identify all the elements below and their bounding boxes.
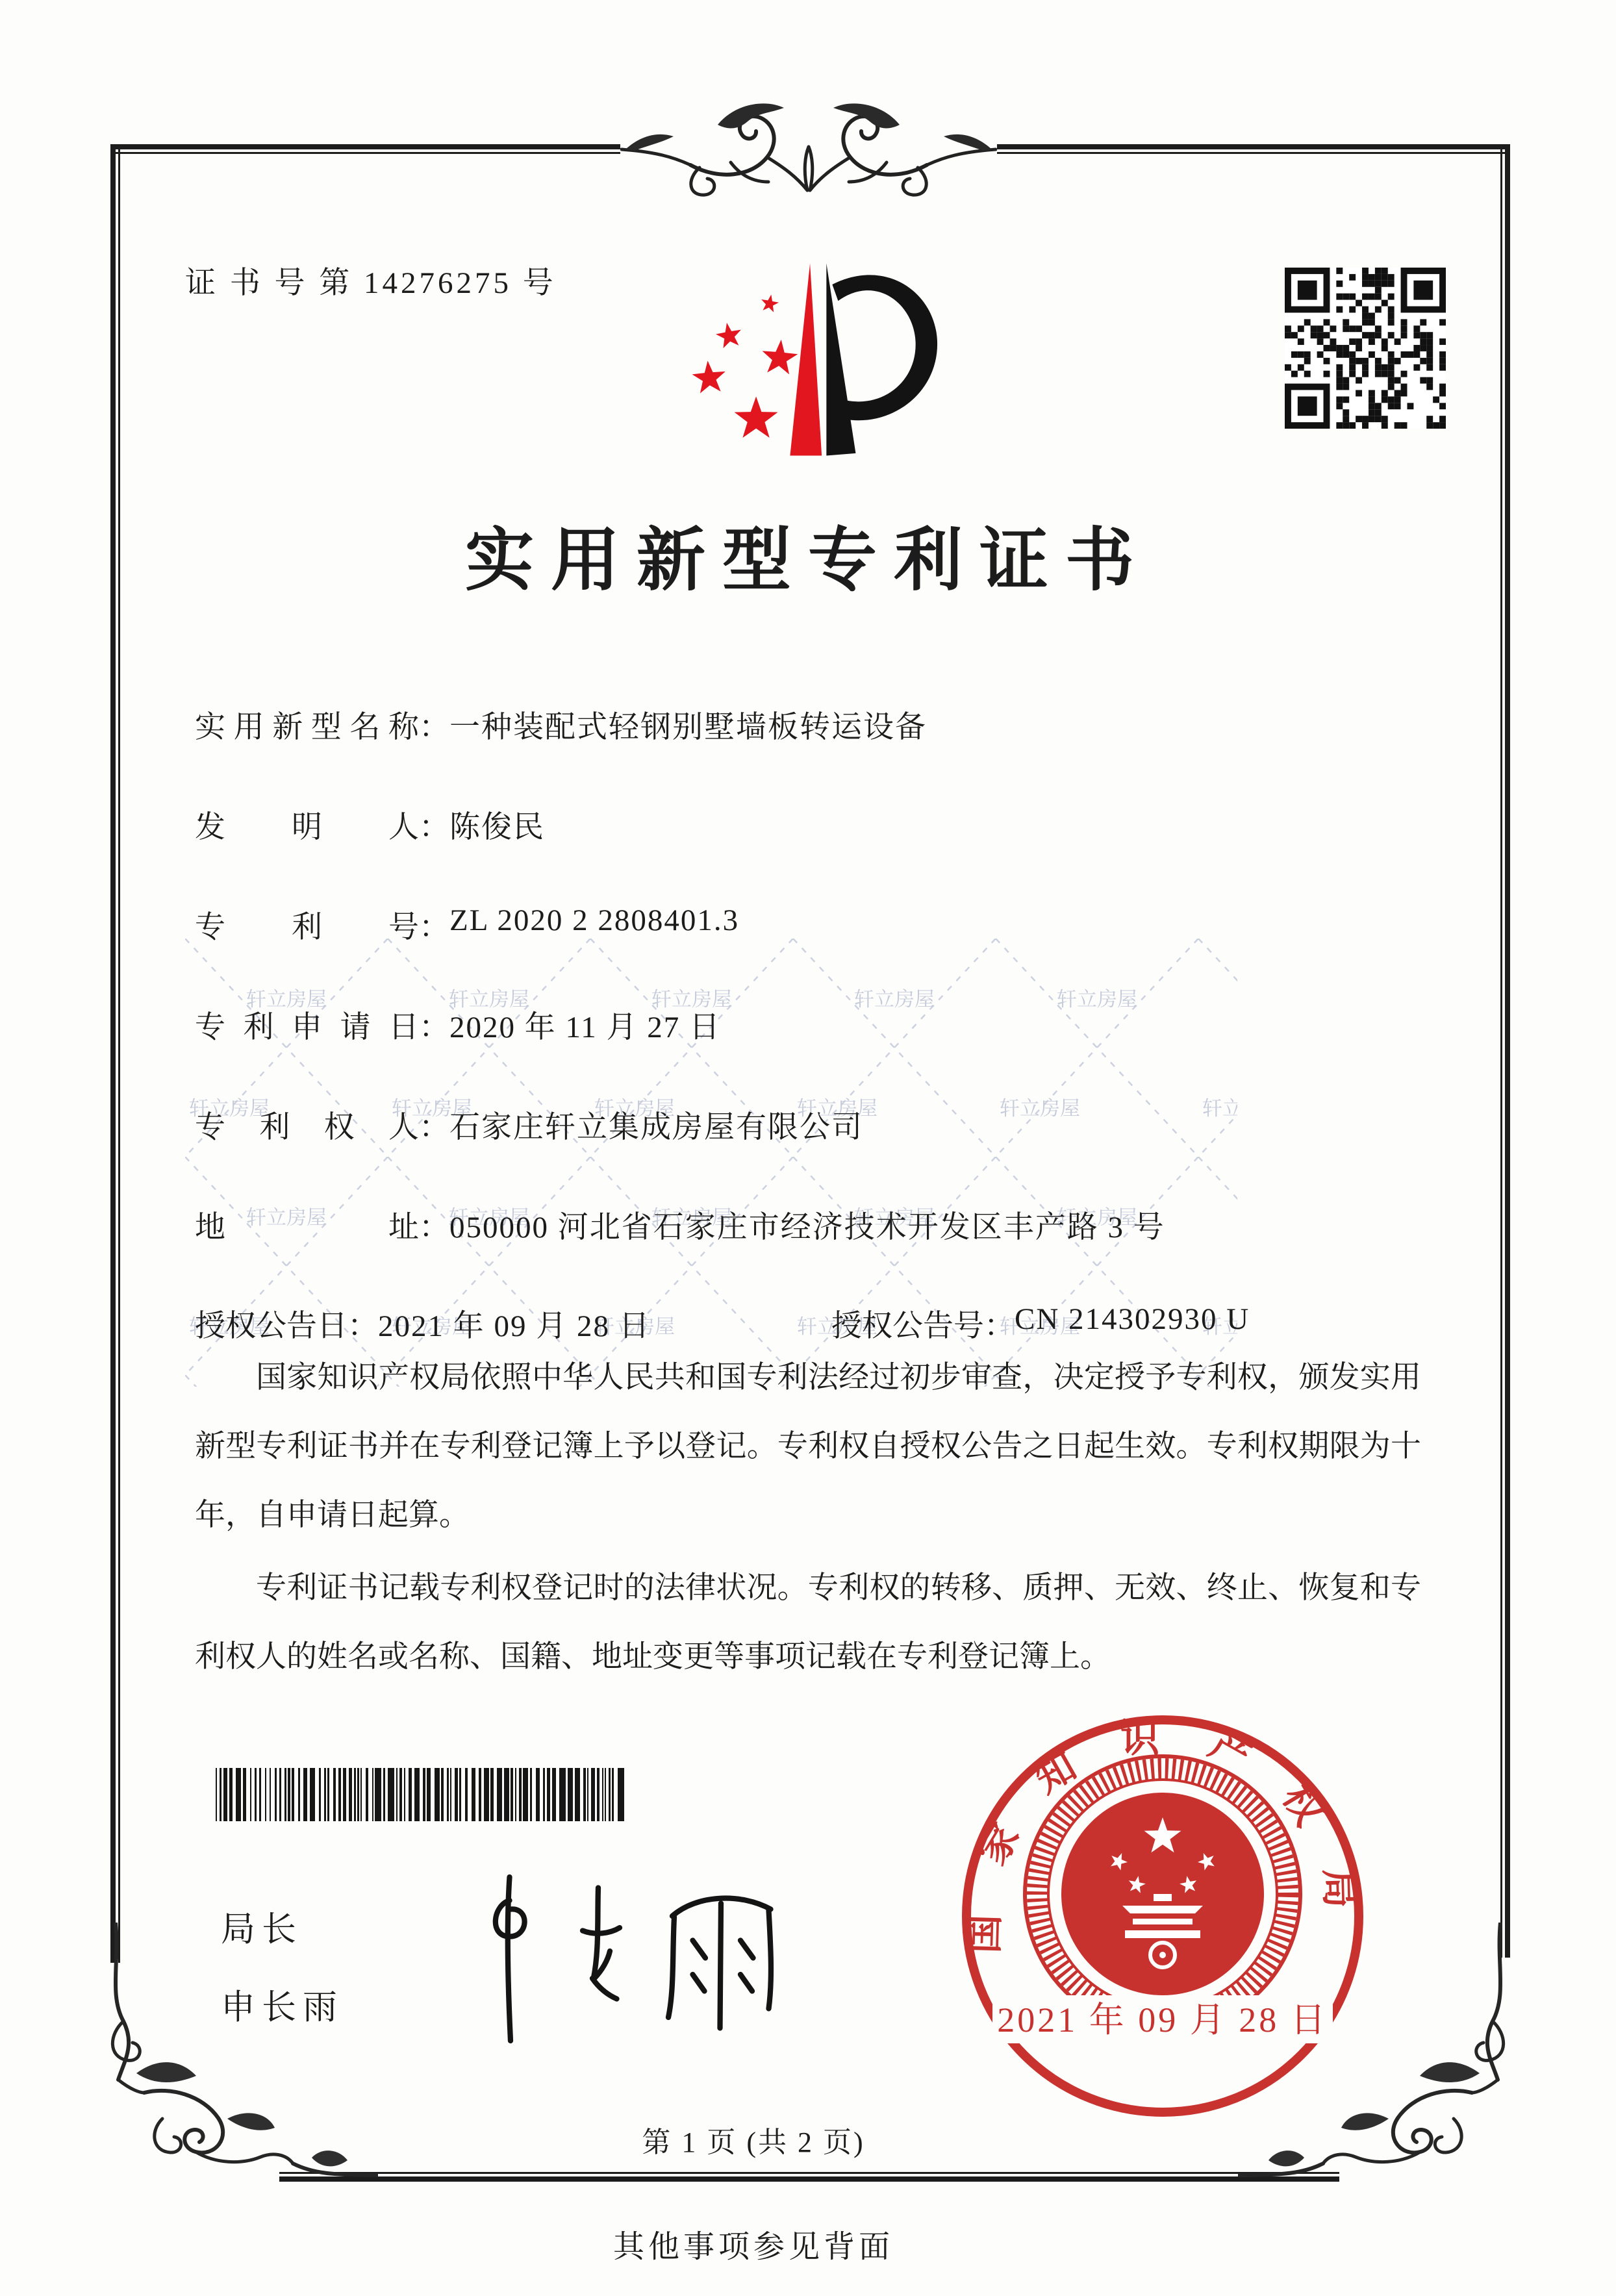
- director-signature: [468, 1858, 818, 2052]
- frame-right-line: [1500, 144, 1510, 1958]
- field-row: 发 明 人：陈俊民: [195, 803, 545, 846]
- back-note: 其他事项参见背面: [612, 2230, 894, 2264]
- certificate-number: 证 书 号 第 14276275 号: [185, 266, 557, 300]
- grant-date-value: 2021 年 09 月 28 日: [378, 1309, 651, 1343]
- field-row: 专 利 权 人：石家庄轩立集成房屋有限公司: [195, 1103, 863, 1146]
- logo-stars: [692, 295, 798, 438]
- frame-top-right-line: [981, 144, 1510, 155]
- top-flourish-icon: [620, 84, 997, 218]
- frame-bottom-line: [279, 2172, 1339, 2182]
- field-value: 陈俊民: [449, 811, 545, 844]
- grant-number-value: CN 214302930 U: [1015, 1302, 1250, 1336]
- field-row: 专 利 号：ZL 2020 2 2808401.3: [195, 903, 739, 946]
- field-value: ZL 2020 2 2808401.3: [449, 903, 740, 937]
- grant-number-label: 授权公告号: [831, 1309, 984, 1343]
- seal-date: 2021 年 09 月 28 日: [997, 2000, 1328, 2039]
- legal-text: [195, 1343, 1421, 1695]
- certificate-title: 实用新型专利证书: [465, 523, 1151, 599]
- field-label: 专 利 权 人: [195, 1111, 419, 1144]
- field-value: 石家庄轩立集成房屋有限公司: [449, 1111, 863, 1144]
- barcode: [216, 1768, 631, 1821]
- patent-office-logo-icon: [679, 248, 948, 471]
- frame-left-line: [110, 144, 121, 1963]
- frame-top-left-line: [110, 144, 644, 155]
- field-label: 专 利 号: [195, 911, 419, 944]
- page-number: 第 1 页 (共 2 页): [642, 2126, 865, 2158]
- field-row: 地 址：050000 河北省石家庄市经济技术开发区丰产路 3 号: [195, 1203, 1165, 1246]
- field-row: 实用新型名称：一种装配式轻钢别墅墙板转运设备: [195, 703, 927, 746]
- field-row: 专利申请日：2020 年 11 月 27 日: [195, 1003, 721, 1046]
- grant-row: 授权公告日：2021 年 09 月 28 日 授权公告号：CN 214302930 U: [195, 1302, 1422, 1345]
- field-value: 2020 年 11 月 27 日: [449, 1011, 722, 1044]
- legal-paragraph: 国家知识产权局依照中华人民共和国专利法经过初步审查，决定授予专利权，颁发实用新型专利证书并在专利登记簿上予以登记。专利权自授权公告之日起生效。专利权期限为十年，自申请日起算。: [195, 1361, 1421, 1532]
- qr-code: [1285, 268, 1446, 429]
- field-label: 发 明 人: [195, 811, 419, 844]
- seal-arc-text: 国家知识产权局: [963, 1717, 1363, 1954]
- field-value: 050000 河北省石家庄市经济技术开发区丰产路 3 号: [449, 1211, 1165, 1244]
- field-label: 地 址: [195, 1211, 419, 1244]
- corner-flourish-icon: [97, 1923, 378, 2203]
- legal-paragraph: 专利证书记载专利权登记时的法律状况。专利权的转移、质押、无效、终止、恢复和专利权人的姓名或名称、国籍、地址变更等事项记载在专利登记簿上。: [195, 1571, 1421, 1674]
- field-label: 专利申请日: [195, 1011, 419, 1044]
- director-name: 申长雨: [221, 1989, 344, 2026]
- field-label: 实用新型名称: [195, 711, 419, 744]
- national-emblem-icon: [1025, 1756, 1300, 2032]
- field-value: 一种装配式轻钢别墅墙板转运设备: [449, 711, 927, 744]
- grant-date-label: 授权公告日: [195, 1309, 347, 1343]
- official-seal: [961, 1715, 1364, 2117]
- director-title: 局长: [221, 1911, 303, 1949]
